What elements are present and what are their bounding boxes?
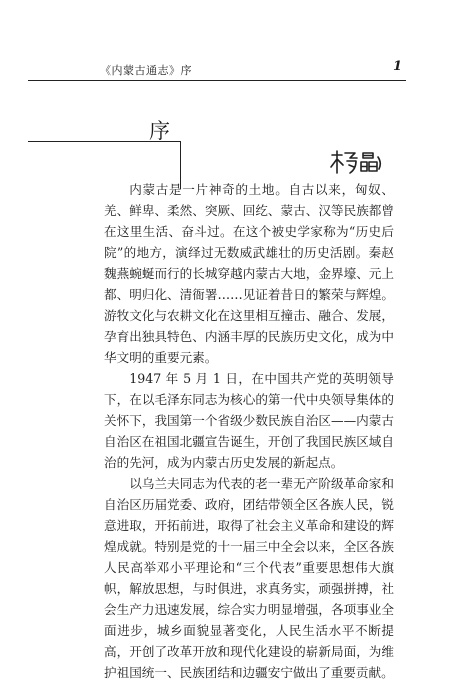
running-head: 《内蒙古通志》序	[100, 64, 192, 77]
preface-body	[104, 179, 394, 683]
paragraph: 1947 年 5 月 1 日，在中国共产党的英明领导下，在以毛泽东同志为核心的第一代中央领导集体的关怀下，我国第一个省级少数民族自治区——内蒙古自治区在祖国北疆宣告诞生，开创了我国民族区域自治的先河，成为内蒙古历史发展的新起点。	[104, 371, 394, 470]
chapter-title: 序	[149, 119, 172, 143]
title-rule-horizontal	[28, 141, 180, 142]
page-number: 1	[393, 59, 403, 74]
paragraph: 以乌兰夫同志为代表的老一辈无产阶级革命家和自治区历届党委、政府，团结带领全区各族人民，锐意进取，开拓前进，取得了社会主义革命和建设的辉煌成就。特别是党的十一届三中全会以来，全区各族人民高举邓小平理论和“三个代表”重要思想伟大旗帜，解放思想，与时俱进，求真务实，顽强拼搏，社会生产力迅速发展，综合实力明显增强，各项事业全面进步，城乡面貌显著变化，人民生活水平不断提高，开创了改革开放和现代化建设的崭新局面，为维护祖国统一、民族团结和边疆安宁做出了重要贡献。	[104, 476, 394, 680]
header-rule	[28, 80, 406, 81]
author-signature	[328, 149, 388, 175]
paragraph: 内蒙古是一片神奇的土地。自古以来，匈奴、羌、鲜卑、柔然、突厥、回纥、蒙古、汉等民族都曾在这里生活、奋斗过。在这个被史学家称为“历史后院”的地方，演绎过无数威武雄壮的历史活剧。秦赵魏燕蜿蜒而行的长城穿越内蒙古大地，金界壕、元上都、明归化、清衙署……见证着昔日的繁荣与辉煌。游牧文化与农耕文化在这里相互撞击、融合、发展，孕育出独具特色、内涵丰厚的民族历史文化，成为中华文明的重要元素。	[104, 182, 394, 365]
